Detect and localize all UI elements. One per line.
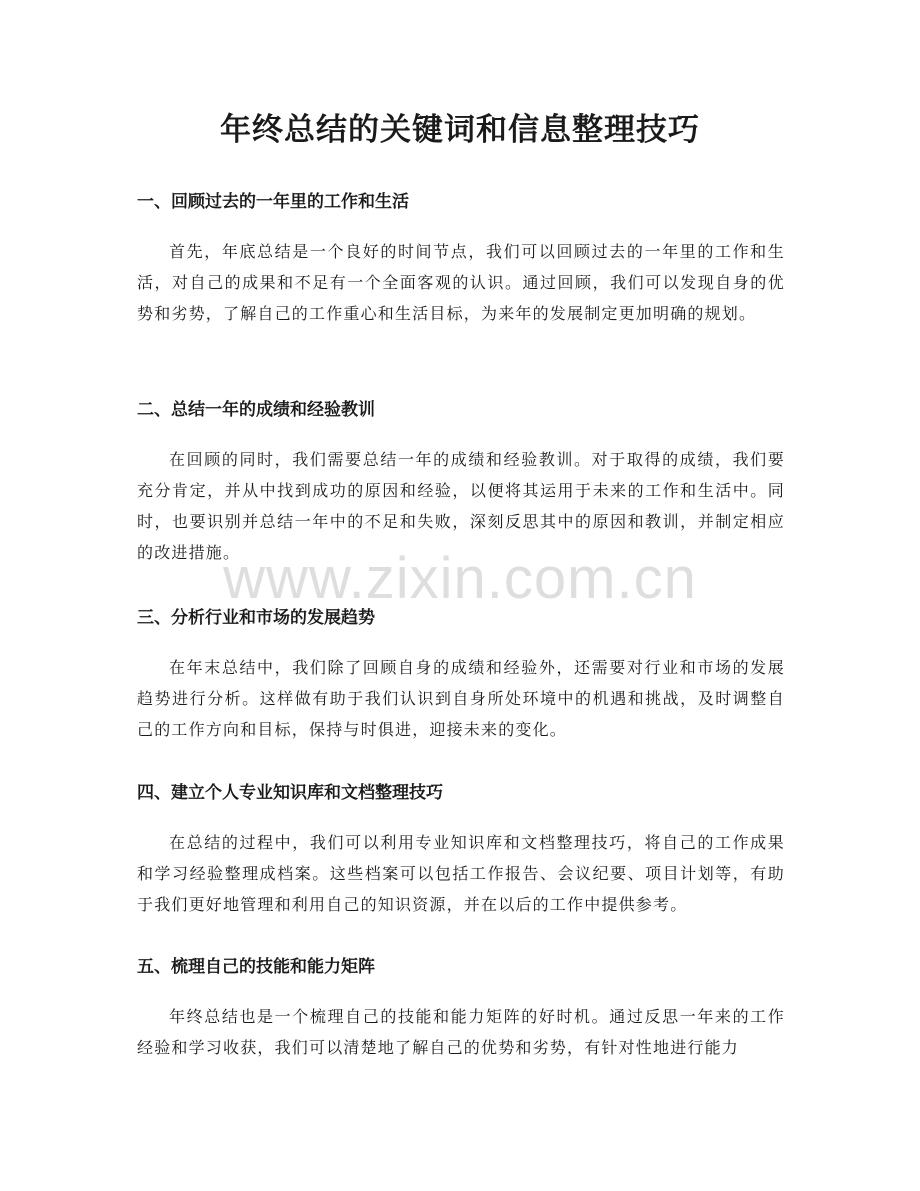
section-body-4: 在总结的过程中，我们可以利用专业知识库和文档整理技巧，将自己的工作成果和学习经验整理成档案。这些档案可以包括工作报告、会议纪要、项目计划等，有助于我们更好地管理和利用自己的知识资源，并在以后的工作中提供参考。 [137, 833, 785, 914]
section-body-1: 首先，年底总结是一个良好的时间节点，我们可以回顾过去的一年里的工作和生活，对自己的成果和不足有一个全面客观的认识。通过回顾，我们可以发现自身的优势和劣势，了解自己的工作重心和生活目标，为来年的发展制定更加明确的规划。 [137, 242, 785, 323]
section-heading-3: 三、分析行业和市场的发展趋势 [137, 608, 375, 628]
section-heading-5: 五、梳理自己的技能和能力矩阵 [137, 957, 375, 977]
section-heading-1: 一、回顾过去的一年里的工作和生活 [137, 192, 409, 212]
section-heading-2: 二、总结一年的成绩和经验教训 [137, 400, 375, 420]
section-heading-4: 四、建立个人专业知识库和文档整理技巧 [137, 783, 443, 803]
document-title: 年终总结的关键词和信息整理技巧 [220, 112, 700, 148]
watermark-text: www.zixin.com.cn [223, 546, 697, 611]
section-body-3: 在年末总结中，我们除了回顾自身的成绩和经验外，还需要对行业和市场的发展趋势进行分析。这样做有助于我们认识到自身所处环境中的机遇和挑战，及时调整自己的工作方向和目标，保持与时俱进，迎接未来的变化。 [137, 658, 785, 739]
section-body-2: 在回顾的同时，我们需要总结一年的成绩和经验教训。对于取得的成绩，我们要充分肯定，并从中找到成功的原因和经验，以便将其运用于未来的工作和生活中。同时，也要识别并总结一年中的不足和失败，深刻反思其中的原因和教训，并制定相应的改进措施。 [137, 450, 785, 562]
section-body-5: 年终总结也是一个梳理自己的技能和能力矩阵的好时机。通过反思一年来的工作经验和学习收获，我们可以清楚地了解自己的优势和劣势，有针对性地进行能力 [137, 1007, 785, 1057]
